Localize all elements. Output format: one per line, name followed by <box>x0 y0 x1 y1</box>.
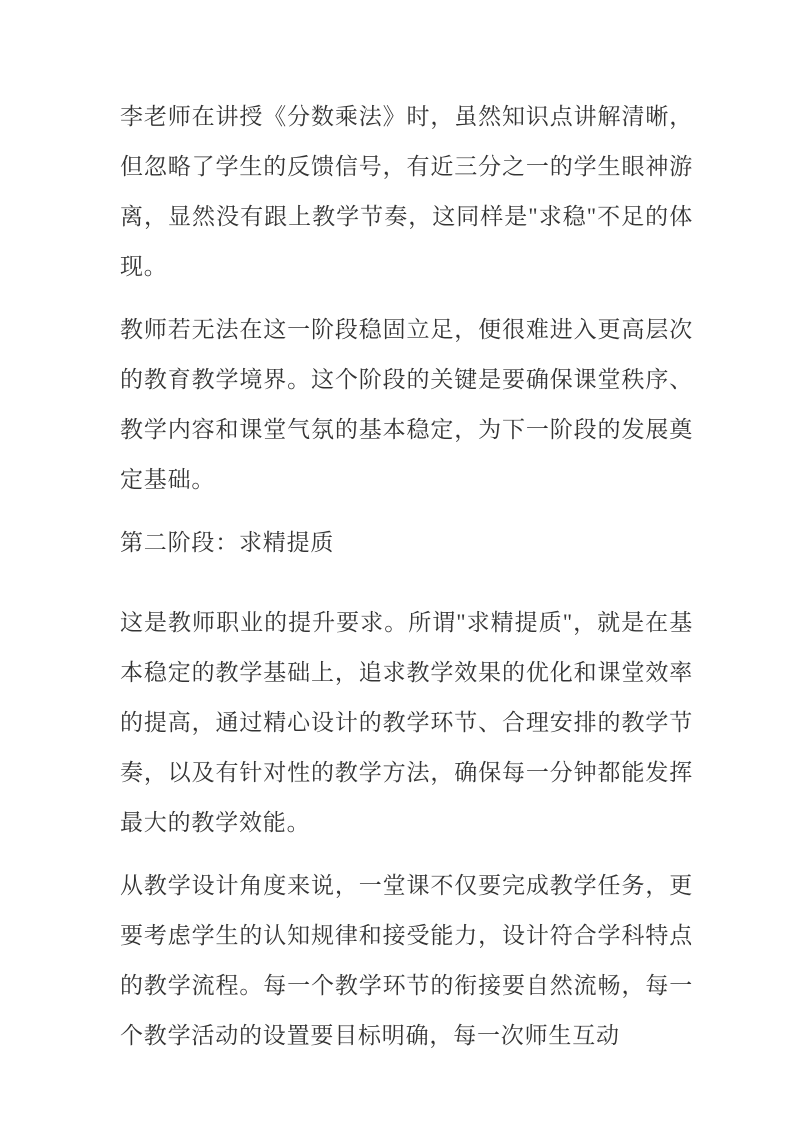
document-text-body <box>120 92 693 1074</box>
paragraph-teaching-example: 李老师在讲授《分数乘法》时，虽然知识点讲解清晰，但忽略了学生的反馈信号，有近三分之一的学生眼神游离，显然没有跟上教学节奏，这同样是"求稳"不足的体现。 <box>120 104 693 279</box>
paragraph-teaching-design: 从教学设计角度来说，一堂课不仅要完成教学任务，更要考虑学生的认知规律和接受能力，设计符合学科特点的教学流程。每一个教学环节的衔接要自然流畅，每一个教学活动的设置要目标明确，每一次师生互动 <box>120 873 693 1048</box>
paragraph-quality-improvement: 这是教师职业的提升要求。所谓"求精提质"，就是在基本稳定的教学基础上，追求教学效果的优化和课堂效率的提高，通过精心设计的教学环节、合理安排的教学节奏，以及有针对性的教学方法，确保每一分钟都能发挥最大的教学效能。 <box>120 610 693 835</box>
paragraph-stage-foundation: 教师若无法在这一阶段稳固立足，便很难进入更高层次的教育教学境界。这个阶段的关键是要确保课堂秩序、教学内容和课堂气氛的基本稳定，为下一阶段的发展奠定基础。 <box>120 317 693 492</box>
section-heading-stage-two: 第二阶段：求精提质 <box>120 530 335 555</box>
